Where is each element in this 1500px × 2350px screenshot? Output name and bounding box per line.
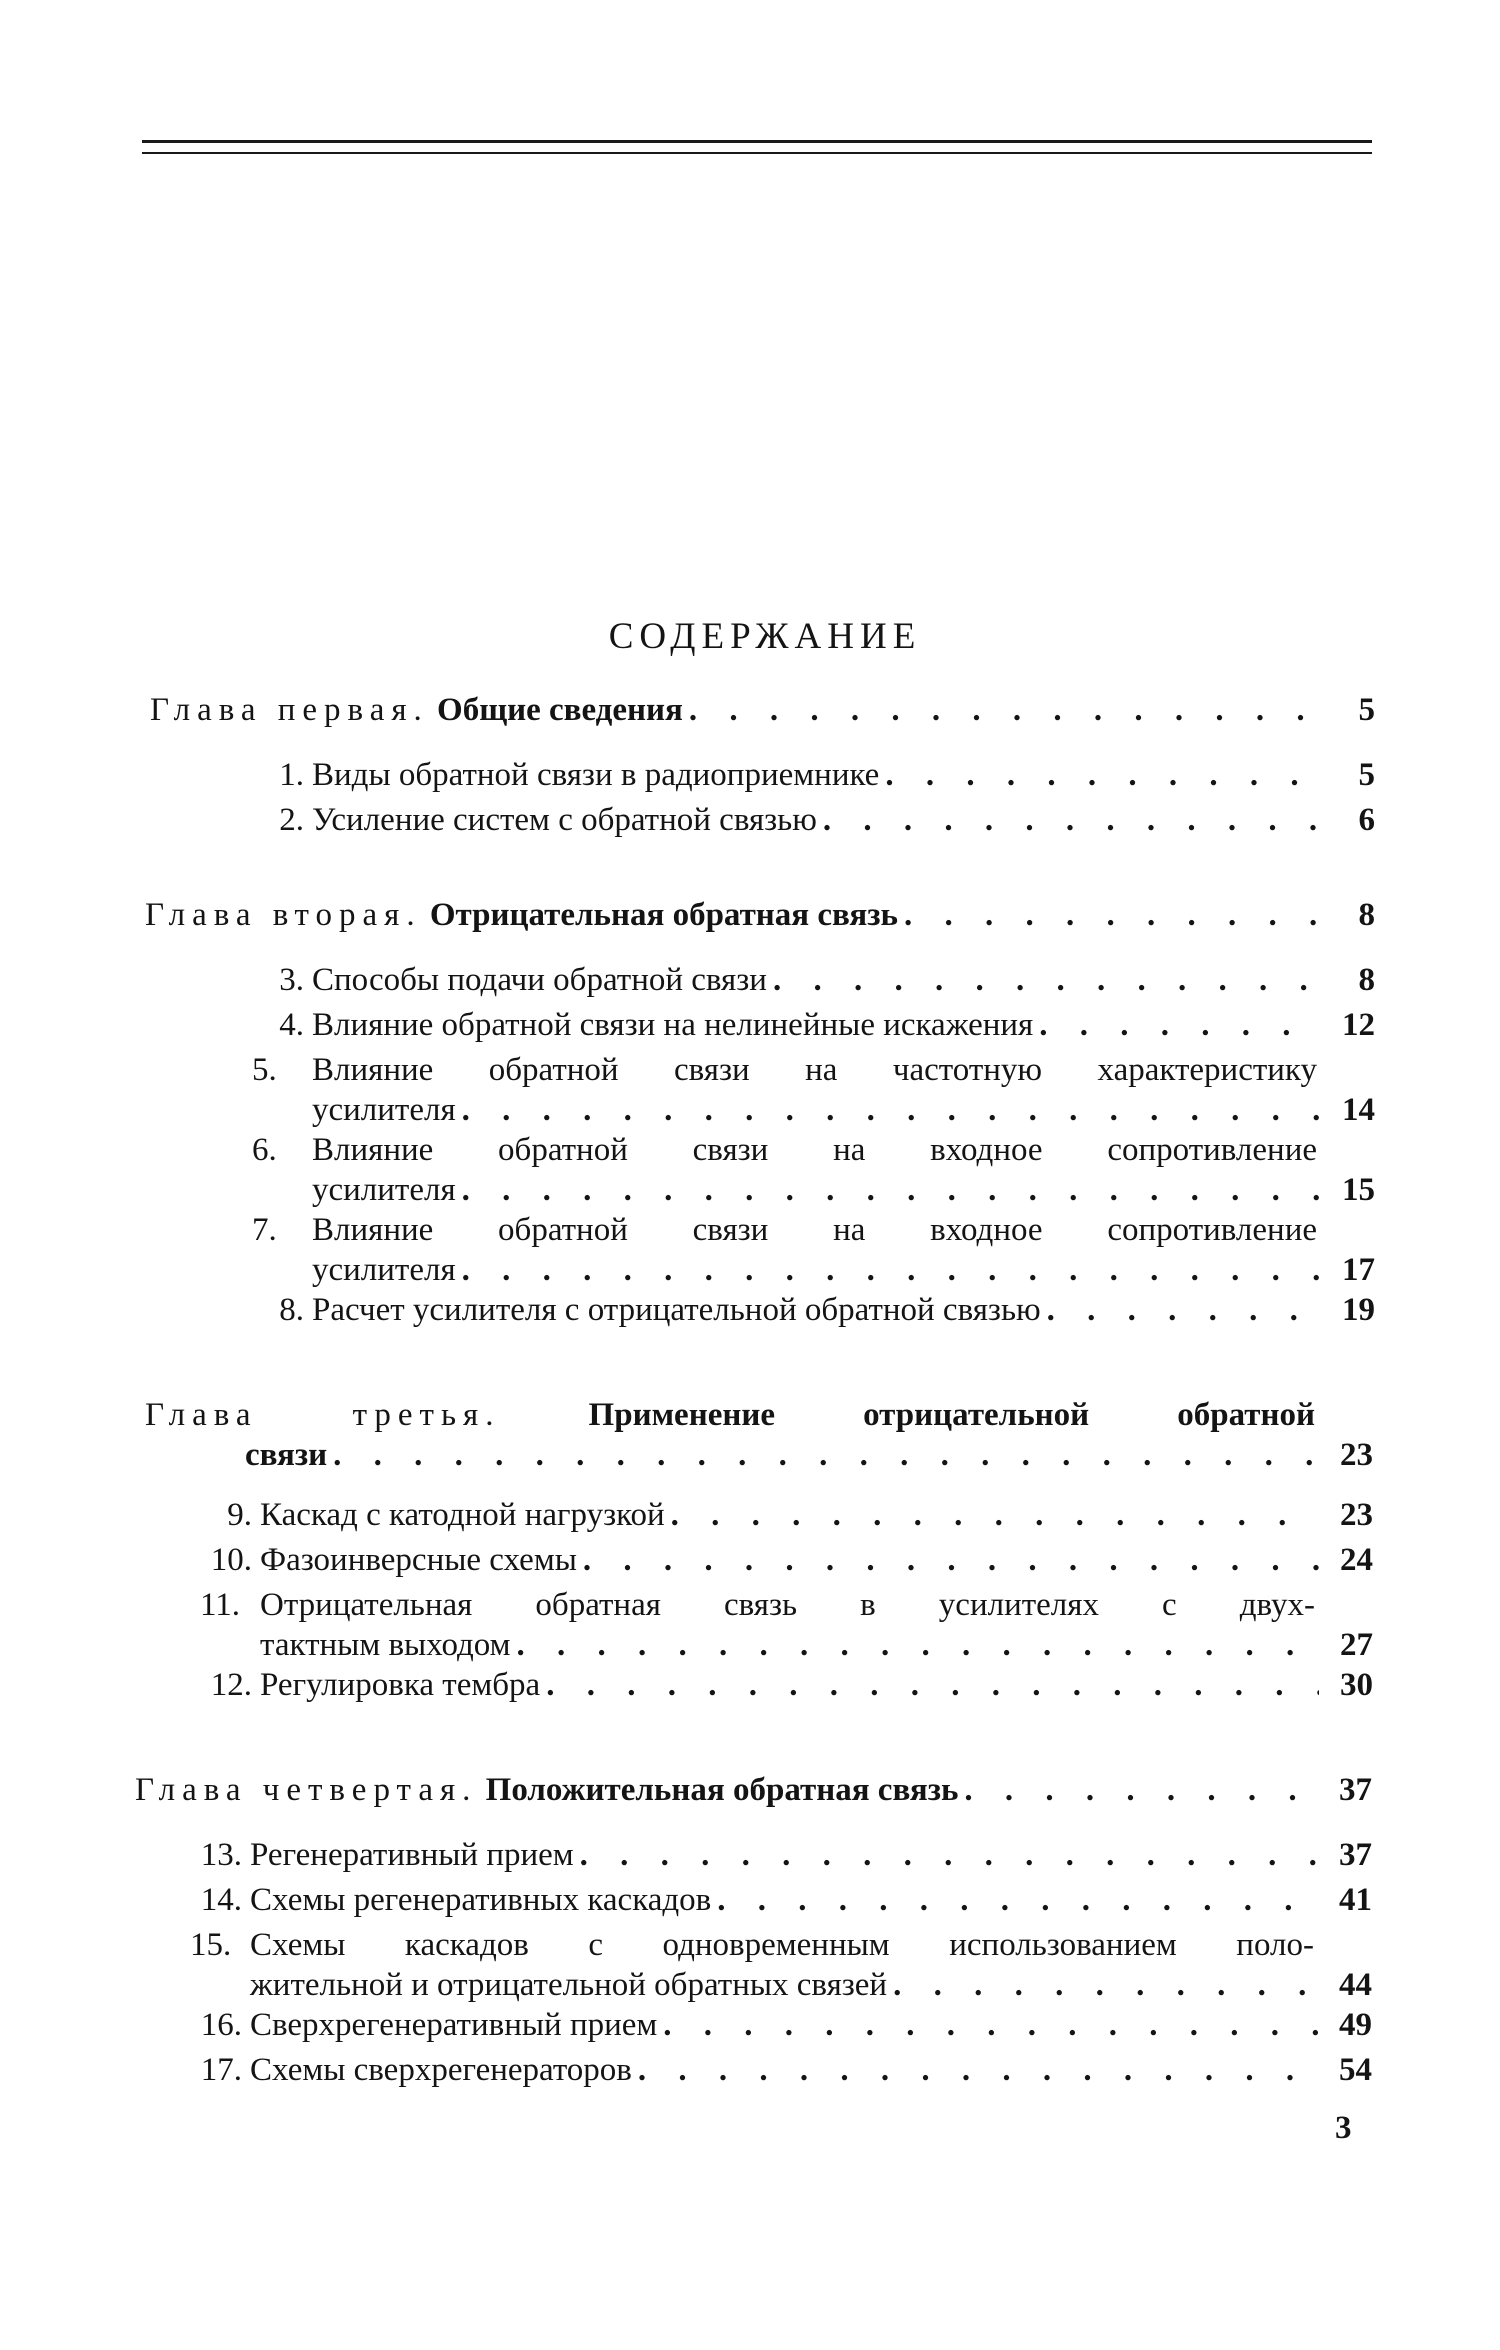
section-13-entry (190, 1835, 1372, 1875)
chapter-3-page: 23 (1340, 1437, 1373, 1473)
section-number: 11. (200, 1587, 241, 1623)
chapter-4-heading: Глава четвертая. Положительная обратная связь (135, 1772, 959, 1808)
section-page: 5 (1358, 757, 1375, 793)
section-number: 15. (190, 1927, 232, 1963)
section-16-entry (190, 2005, 1372, 2045)
section-page: 17 (1342, 1252, 1375, 1288)
section-title-line2: усилителя (312, 1172, 456, 1208)
section-title: Схемы сверхрегенераторов (250, 2052, 632, 2088)
section-title-line1: Схемы каскадов с одновременным использованием поло- (250, 1927, 1314, 1963)
top-rule-secondary (142, 152, 1372, 154)
section-4-entry (252, 1005, 1375, 1045)
section-title-line2: тактным выходом (260, 1627, 511, 1663)
leader-dots (1039, 1005, 1321, 1045)
section-number: 4. (279, 1007, 304, 1043)
section-page: 23 (1340, 1497, 1373, 1533)
section-title: Усиление систем с обратной связью (312, 802, 817, 838)
section-title-line1: Отрицательная обратная связь в усилителях с двух- (260, 1587, 1315, 1623)
leader-dots (663, 2005, 1318, 2045)
section-11-entry (200, 1585, 1373, 1665)
section-number: 3. (279, 962, 304, 998)
section-page: 30 (1340, 1667, 1373, 1703)
section-17-entry (190, 2050, 1372, 2090)
chapter-2-entry (145, 895, 1375, 935)
section-title: Регулировка тембра (260, 1667, 541, 1703)
section-12-entry (200, 1665, 1373, 1705)
section-page: 19 (1342, 1292, 1375, 1328)
section-page: 49 (1339, 2007, 1372, 2043)
section-title-line1: Влияние обратной связи на частотную характеристику (312, 1052, 1317, 1088)
section-title: Сверхрегенеративный прием (250, 2007, 658, 2043)
leader-dots (580, 1835, 1318, 1875)
section-number: 12. (210, 1667, 252, 1703)
section-page: 44 (1339, 1967, 1372, 2003)
chapter-3-heading: Глава третья. Применение отрицательной обратной (145, 1397, 1315, 1433)
page-number: 3 (1335, 2110, 1352, 2146)
section-8-entry (252, 1290, 1375, 1330)
section-title-line2: усилителя (312, 1252, 456, 1288)
section-15-entry (190, 1925, 1372, 2005)
section-10-entry (200, 1540, 1373, 1580)
chapter-3-entry (145, 1395, 1373, 1475)
section-9-entry (200, 1495, 1373, 1535)
leader-dots (893, 1965, 1318, 2005)
section-page: 27 (1340, 1627, 1373, 1663)
section-number: 1. (279, 757, 304, 793)
section-page: 8 (1358, 962, 1375, 998)
section-6-entry (252, 1130, 1375, 1210)
leader-dots (462, 1170, 1321, 1210)
chapter-4-page: 37 (1339, 1772, 1372, 1808)
chapter-3-heading-line2: связи (245, 1437, 328, 1473)
chapter-2-page: 8 (1358, 897, 1375, 933)
section-page: 15 (1342, 1172, 1375, 1208)
section-number: 9. (227, 1497, 252, 1533)
section-number: 2. (279, 802, 304, 838)
leader-dots (462, 1090, 1321, 1130)
section-title: Влияние обратной связи на нелинейные искажения (312, 1007, 1034, 1043)
top-rule (142, 140, 1372, 143)
leader-dots (823, 800, 1321, 840)
section-title-line1: Влияние обратной связи на входное сопротивление (312, 1132, 1317, 1168)
section-title: Способы подачи обратной связи (312, 962, 767, 998)
section-5-entry (252, 1050, 1375, 1130)
leader-dots (462, 1250, 1321, 1290)
chapter-1-heading: Глава первая. Общие сведения (150, 692, 683, 728)
chapter-2-heading: Глава вторая. Отрицательная обратная связь (145, 897, 898, 933)
section-page: 41 (1339, 1882, 1372, 1918)
section-page: 12 (1342, 1007, 1375, 1043)
section-7-entry (252, 1210, 1375, 1290)
chapter-1-entry (150, 690, 1375, 730)
leader-dots (773, 960, 1321, 1000)
leader-dots (717, 1880, 1318, 1920)
section-title: Расчет усилителя с отрицательной обратной связью (312, 1292, 1041, 1328)
section-number: 6. (252, 1132, 277, 1168)
section-number: 5. (252, 1052, 277, 1088)
section-page: 24 (1340, 1542, 1373, 1578)
section-number: 13. (200, 1837, 242, 1873)
section-number: 16. (200, 2007, 242, 2043)
leader-dots (583, 1540, 1319, 1580)
section-number: 7. (252, 1212, 277, 1248)
section-title: Схемы регенеративных каскадов (250, 1882, 712, 1918)
chapter-4-entry (135, 1770, 1372, 1810)
leader-dots (638, 2050, 1318, 2090)
section-page: 54 (1339, 2052, 1372, 2088)
section-title: Фазоинверсные схемы (260, 1542, 577, 1578)
leader-dots (517, 1625, 1319, 1665)
section-1-entry (252, 755, 1375, 795)
page-title: СОДЕРЖАНИЕ (608, 616, 922, 657)
section-number: 10. (210, 1542, 252, 1578)
chapter-1-page: 5 (1358, 692, 1375, 728)
leader-dots (689, 690, 1321, 730)
section-title-line2: жительной и отрицательной обратных связей (250, 1967, 888, 2003)
leader-dots (964, 1770, 1318, 1810)
section-number: 14. (200, 1882, 242, 1918)
leader-dots (546, 1665, 1319, 1705)
section-number: 17. (200, 2052, 242, 2088)
leader-dots (904, 895, 1321, 935)
section-14-entry (190, 1880, 1372, 1920)
leader-dots (333, 1435, 1319, 1475)
section-2-entry (252, 800, 1375, 840)
leader-dots (1047, 1290, 1321, 1330)
leader-dots (671, 1495, 1319, 1535)
section-title: Виды обратной связи в радиоприемнике (312, 757, 880, 793)
section-title-line2: усилителя (312, 1092, 456, 1128)
section-title: Регенеративный прием (250, 1837, 574, 1873)
section-page: 37 (1339, 1837, 1372, 1873)
section-page: 14 (1342, 1092, 1375, 1128)
section-3-entry (252, 960, 1375, 1000)
section-title-line1: Влияние обратной связи на входное сопротивление (312, 1212, 1317, 1248)
section-title: Каскад с катодной нагрузкой (260, 1497, 665, 1533)
section-page: 6 (1358, 802, 1375, 838)
section-number: 8. (279, 1292, 304, 1328)
leader-dots (885, 755, 1321, 795)
